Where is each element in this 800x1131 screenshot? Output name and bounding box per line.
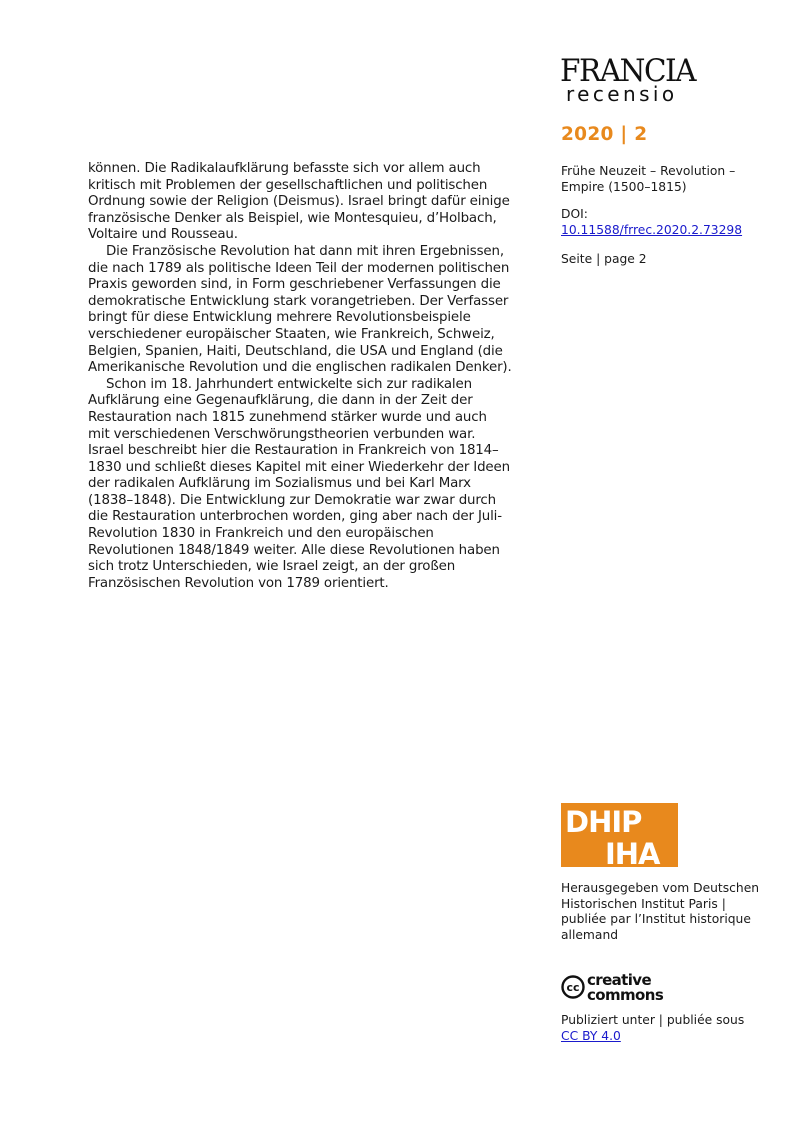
- doi-block: [561, 207, 761, 238]
- publisher-text: Herausgegeben vom Deutschen Historischen Institut Paris | publiée par l’Institut historique allemand: [561, 881, 760, 942]
- license-link[interactable]: CC BY 4.0: [561, 1028, 621, 1043]
- doi-label: DOI:: [561, 207, 588, 221]
- body-paragraph: Schon im 18. Jahrhundert entwickelte sich zur radikalen Aufklärung eine Gegenaufklärung, die dann in der Zeit der Restauration nach 1815 zunehmend stärker wurde und auch mit verschiedenen Verschwörungstheorien verbunden war. Israel beschreibt hier die Restauration in Frankreich von 1814–1830 und schließt dieses Kapitel mit einer Wiederkehr der Ideen der radikalen Aufklärung im Sozialismus und bei Karl Marx (1838–1848). Die Entwicklung zur Demokratie war zwar durch die Restauration unterbrochen worden, ging aber nach der Juli-Revolution 1830 in Frankreich und den europäischen Revolutionen 1848/1849 weiter. Alle diese Revolutionen haben sich trotz Unterschieden, wie Israel zeigt, an der großen Französischen Revolution von 1789 orientiert.: [88, 376, 510, 591]
- period-label: Frühe Neuzeit – Revolution – Empire (1500–1815): [561, 164, 736, 194]
- dhip-logo-line1: DHIP: [565, 805, 642, 839]
- body-paragraph: können. Die Radikalaufklärung befasste sich vor allem auch kritisch mit Problemen der gesellschaftlichen und politischen Ordnung sowie der Religion (Deismus). Israel bringt dafür einige französische Denker als Beispiel, wie Montesquieu, d’Holbach, Voltaire und Rousseau.: [88, 161, 510, 243]
- cc-logo-line2: commons: [587, 986, 664, 1003]
- dhip-iha-logo: [561, 803, 678, 867]
- page-number: Seite | page 2: [561, 252, 647, 266]
- creative-commons-logo: [561, 971, 683, 1003]
- cc-logo-line1: creative: [587, 971, 652, 989]
- license-text: Publiziert unter | publiée sous: [561, 1013, 745, 1027]
- article-body: [88, 161, 512, 592]
- cc-badge-text: cc: [566, 981, 580, 994]
- logo-recensio-text: recensio: [566, 82, 678, 106]
- issue-number: 2020 | 2: [561, 124, 648, 145]
- dhip-logo-line2: IHA: [605, 837, 660, 867]
- francia-recensio-logo: [560, 53, 715, 106]
- body-paragraph: Die Französische Revolution hat dann mit ihren Ergebnissen, die nach 1789 als politische Ideen Teil der modernen politischen Praxis geworden sind, in Form geschriebener Verfassungen die demokratische Entwicklung stark vorangetrieben. Der Verfasser bringt für diese Entwicklung mehrere Revolutionsbeispiele verschiedener europäischer Staaten, wie Frankreich, Schweiz, Belgien, Spanien, Haiti, Deutschland, die USA und England (die Amerikanische Revolution und die englischen radikalen Denker).: [88, 243, 512, 376]
- doi-link[interactable]: 10.11588/frrec.2020.2.73298: [561, 222, 743, 237]
- license-block: [561, 1013, 761, 1044]
- logo-francia-text: FRANCIA: [560, 53, 696, 89]
